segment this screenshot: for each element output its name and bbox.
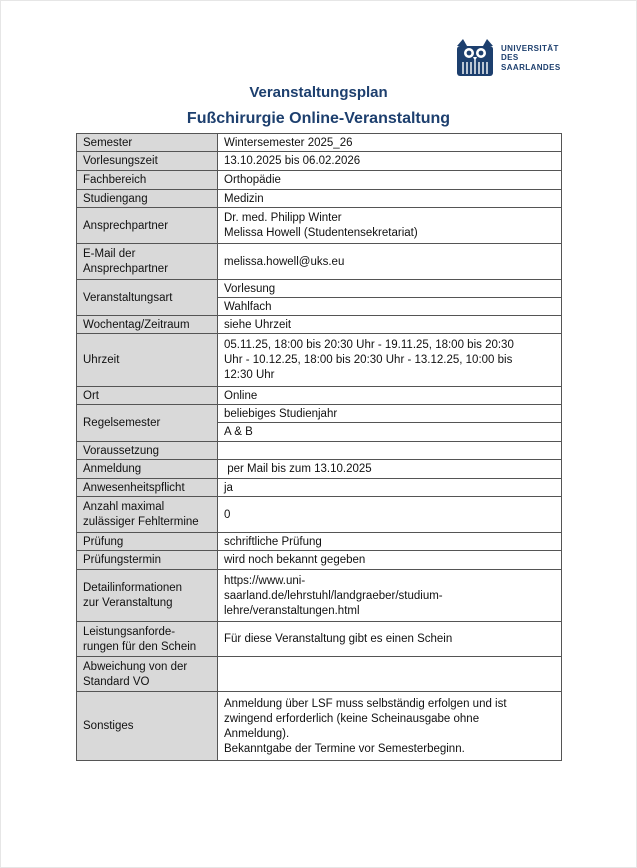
row-label: Fachbereich bbox=[77, 171, 218, 190]
logo-text bbox=[501, 44, 561, 73]
detail-link[interactable] bbox=[218, 570, 562, 622]
row-value: A & B bbox=[218, 423, 562, 442]
table-row bbox=[77, 171, 562, 190]
link-line: https://www.uni- bbox=[224, 574, 306, 587]
row-label bbox=[77, 657, 218, 692]
logo-line-2: DES bbox=[501, 53, 519, 63]
table-row bbox=[77, 152, 562, 171]
note-line: zwingend erforderlich (keine Scheinausgabe ohne bbox=[224, 712, 480, 725]
row-label bbox=[77, 244, 218, 280]
row-label-line: Ansprechpartner bbox=[83, 263, 169, 275]
row-value: beliebiges Studienjahr bbox=[218, 405, 562, 423]
row-value: per Mail bis zum 13.10.2025 bbox=[218, 460, 562, 479]
time-line: 12:30 Uhr bbox=[224, 369, 275, 381]
time-line: Uhr - 10.12.25, 18:00 bis 20:30 Uhr - 13.12.25, 10:00 bis bbox=[224, 354, 513, 366]
row-value: Für diese Veranstaltung gibt es einen Schein bbox=[218, 622, 562, 657]
table-row bbox=[77, 190, 562, 208]
row-value: Online bbox=[218, 387, 562, 405]
table-row bbox=[77, 405, 562, 423]
row-label bbox=[77, 622, 218, 657]
row-label: Studiengang bbox=[77, 190, 218, 208]
university-logo bbox=[455, 38, 561, 78]
table-row bbox=[77, 460, 562, 479]
table-row bbox=[77, 657, 562, 692]
time-line: 05.11.25, 18:00 bis 20:30 Uhr - 19.11.25, 18:00 bis 20:30 bbox=[224, 339, 514, 351]
row-value: 0 bbox=[218, 497, 562, 533]
table-row bbox=[77, 316, 562, 334]
row-label: Anmeldung bbox=[77, 460, 218, 479]
table-row bbox=[77, 551, 562, 570]
page-title: Veranstaltungsplan bbox=[249, 84, 388, 101]
row-label: Ansprechpartner bbox=[77, 208, 218, 244]
table-row bbox=[77, 442, 562, 460]
table-row bbox=[77, 280, 562, 298]
row-value: Vorlesung bbox=[218, 280, 562, 298]
row-label: Uhrzeit bbox=[77, 334, 218, 387]
row-value bbox=[218, 208, 562, 244]
row-label bbox=[77, 497, 218, 533]
row-value bbox=[218, 334, 562, 387]
row-label: Sonstiges bbox=[77, 692, 218, 761]
row-label-line: Anzahl maximal bbox=[83, 501, 165, 513]
email-link[interactable]: melissa.howell@uks.eu bbox=[218, 244, 562, 280]
schedule-table bbox=[76, 133, 562, 761]
table-row bbox=[77, 334, 562, 387]
row-label: Anwesenheitspflicht bbox=[77, 479, 218, 497]
row-label-line: Leistungsanforde- bbox=[83, 625, 176, 638]
row-label: Wochentag/Zeitraum bbox=[77, 316, 218, 334]
table-row bbox=[77, 570, 562, 622]
note-line: Anmeldung über LSF muss selbständig erfolgen und ist bbox=[224, 697, 507, 710]
row-label-line: Standard VO bbox=[83, 675, 150, 688]
row-value: schriftliche Prüfung bbox=[218, 533, 562, 551]
row-label: Prüfung bbox=[77, 533, 218, 551]
row-value: wird noch bekannt gegeben bbox=[218, 551, 562, 570]
row-value bbox=[218, 657, 562, 692]
owl-icon bbox=[455, 38, 495, 78]
row-value bbox=[218, 692, 562, 761]
table-row bbox=[77, 622, 562, 657]
row-value: Wahlfach bbox=[218, 298, 562, 316]
row-value: ja bbox=[218, 479, 562, 497]
row-label bbox=[77, 570, 218, 622]
row-value: Wintersemester 2025_26 bbox=[218, 134, 562, 152]
table-row bbox=[77, 692, 562, 761]
row-value: siehe Uhrzeit bbox=[218, 316, 562, 334]
row-value: 13.10.2025 bis 06.02.2026 bbox=[218, 152, 562, 171]
row-label: Voraussetzung bbox=[77, 442, 218, 460]
logo-line-3: SAARLANDES bbox=[501, 62, 561, 72]
row-label: Prüfungstermin bbox=[77, 551, 218, 570]
row-label: Ort bbox=[77, 387, 218, 405]
contact-name: Dr. med. Philipp Winter bbox=[224, 212, 342, 224]
row-label-line: rungen für den Schein bbox=[83, 640, 197, 653]
table-row bbox=[77, 387, 562, 405]
table-row bbox=[77, 533, 562, 551]
row-label-line: Abweichung von der bbox=[83, 660, 188, 673]
row-label-line: zulässiger Fehltermine bbox=[83, 516, 199, 528]
row-value bbox=[218, 442, 562, 460]
row-label-line: E-Mail der bbox=[83, 248, 136, 260]
row-label-line: zur Veranstaltung bbox=[83, 597, 173, 609]
row-value: Orthopädie bbox=[218, 171, 562, 190]
row-value: Medizin bbox=[218, 190, 562, 208]
table-row bbox=[77, 244, 562, 280]
table-row bbox=[77, 208, 562, 244]
link-line: lehre/veranstaltungen.html bbox=[224, 604, 360, 617]
note-line: Bekanntgabe der Termine vor Semesterbeginn. bbox=[224, 742, 465, 755]
table-row bbox=[77, 134, 562, 152]
row-label: Vorlesungszeit bbox=[77, 152, 218, 171]
row-label: Veranstaltungsart bbox=[77, 280, 218, 316]
note-line: Anmeldung). bbox=[224, 727, 290, 740]
contact-secretary: Melissa Howell (Studentensekretariat) bbox=[224, 227, 418, 239]
row-label: Regelsemester bbox=[77, 405, 218, 442]
link-line: saarland.de/lehrstuhl/landgraeber/studium- bbox=[224, 589, 443, 602]
logo-line-1: UNIVERSITÄT bbox=[501, 43, 559, 53]
table-row bbox=[77, 497, 562, 533]
page-subtitle: Fußchirurgie Online-Veranstaltung bbox=[186, 110, 451, 127]
row-label: Semester bbox=[77, 134, 218, 152]
row-label-line: Detailinformationen bbox=[83, 582, 183, 594]
table-row bbox=[77, 479, 562, 497]
